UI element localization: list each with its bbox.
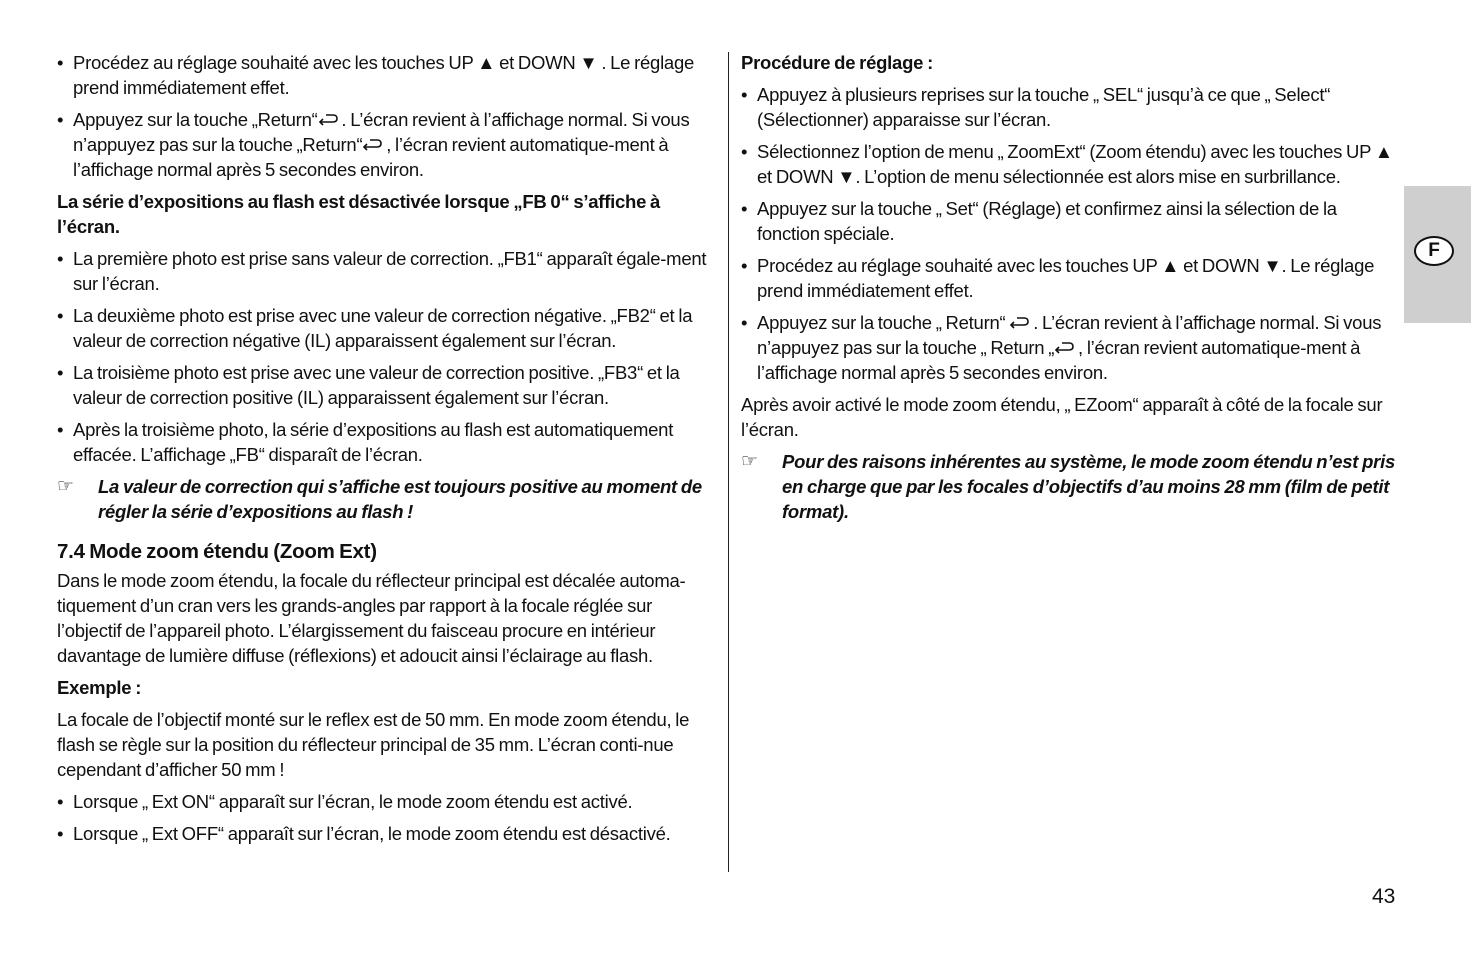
return-arrow-icon [1054, 341, 1074, 355]
example-label: Exemple : [57, 677, 142, 698]
bullet-fb2: • La deuxième photo est prise avec une valeur de correction négative. „FB2“ et la valeur de correction négative (IL) apparaissent également sur l’écran. [57, 303, 717, 353]
bullet-ext-on: • Lorsque „ Ext ON“ apparaît sur l’écran, le mode zoom étendu est activé. [57, 789, 717, 814]
example-text: La focale de l’objectif monté sur le reflex est de 50 mm. En mode zoom étendu, le flash se règle sur la position du réflecteur principal de 35 mm. L’écran conti-nue cependant d’afficher 50 mm ! [57, 709, 690, 780]
bullet-adjust: • Procédez au réglage souhaité avec les touches UP ▲ et DOWN ▼ . Le réglage prend immédiatement effet. [57, 50, 717, 100]
return-arrow-icon [1009, 316, 1029, 330]
language-tab [1404, 186, 1471, 323]
bullet-adjust-right: • Procédez au réglage souhaité avec les touches UP ▲ et DOWN ▼. Le réglage prend immédiatement effet. [741, 253, 1399, 303]
bullet-set: • Appuyez sur la touche „ Set“ (Réglage) et confirmez ainsi la sélection de la fonction spéciale. [741, 196, 1399, 246]
bullet-fb1: • La première photo est prise sans valeur de correction. „FB1“ apparaît égale-ment sur l’écran. [57, 246, 717, 296]
pointing-hand-icon: ☞ [57, 476, 74, 497]
note-correction: ☞ La valeur de correction qui s’affiche est toujours positive au moment de régler la série d’expositions au flash ! [57, 476, 702, 522]
bullet-sel: • Appuyez à plusieurs reprises sur la touche „ SEL“ jusqu’à ce que „ Select“ (Sélectionner) apparaisse sur l’écran. [741, 82, 1399, 132]
ezoom-text: Après avoir activé le mode zoom étendu, „ EZoom“ apparaît à côté de la focale sur l’écran. [741, 394, 1383, 440]
page-number: 43 [1372, 885, 1396, 908]
left-column [57, 50, 717, 853]
bullet-fb-cleared: • Après la troisième photo, la série d’expositions au flash est automatiquement effacée. L’affichage „FB“ disparaît de l’écran. [57, 417, 717, 467]
language-badge: F [1414, 236, 1454, 266]
column-divider [728, 52, 729, 872]
return-arrow-icon [362, 138, 382, 152]
bullet-return-right: • Appuyez sur la touche „ Return“ . L’écran revient à l’affichage normal. Si vous n’appuyez pas sur la touche „ Return „ , l’écran revient automatique-ment à l’affichage normal après 5 secondes environ. [741, 310, 1399, 385]
bullet-ext-off: • Lorsque „ Ext OFF“ apparaît sur l’écran, le mode zoom étendu est désactivé. [57, 821, 717, 846]
bullet-fb3: • La troisième photo est prise avec une valeur de correction positive. „FB3“ et la valeur de correction positive (IL) apparaissent également sur l’écran. [57, 360, 717, 410]
section-title: 7.4 Mode zoom étendu (Zoom Ext) [57, 540, 377, 563]
bullet-zoomext: • Sélectionnez l’option de menu „ ZoomExt“ (Zoom étendu) avec les touches UP ▲ et DOWN ▼. L’option de menu sélectionnée est alors mise en surbrillance. [741, 139, 1399, 189]
pointing-hand-icon: ☞ [741, 451, 758, 472]
right-column [741, 50, 1399, 531]
flash-series-off-text: La série d’expositions au flash est désactivée lorsque „FB 0“ s’affiche à l’écran. [57, 191, 661, 237]
return-arrow-icon [318, 113, 338, 127]
zoom-ext-description: Dans le mode zoom étendu, la focale du réflecteur principal est décalée automa-tiquement d’un cran vers les grands-angles par rapport à la focale réglée sur l’objectif de l’appareil photo. L’élargissement du faisceau procure en intérieur davantage de lumière diffuse (réflexions) et adoucit ainsi l’éclairage au flash. [57, 570, 686, 666]
note-system: ☞ Pour des raisons inhérentes au système, le mode zoom étendu n’est pris en charge que par les focales d’objectifs d’au moins 28 mm (film de petit format). [741, 451, 1396, 522]
bullet-return: • Appuyez sur la touche „Return“ . L’écran revient à l’affichage normal. Si vous n’appuyez pas sur la touche „Return“ , l’écran revient automatique-ment à l’affichage normal après 5 secondes environ. [57, 107, 717, 182]
procedure-heading: Procédure de réglage : [741, 52, 933, 73]
